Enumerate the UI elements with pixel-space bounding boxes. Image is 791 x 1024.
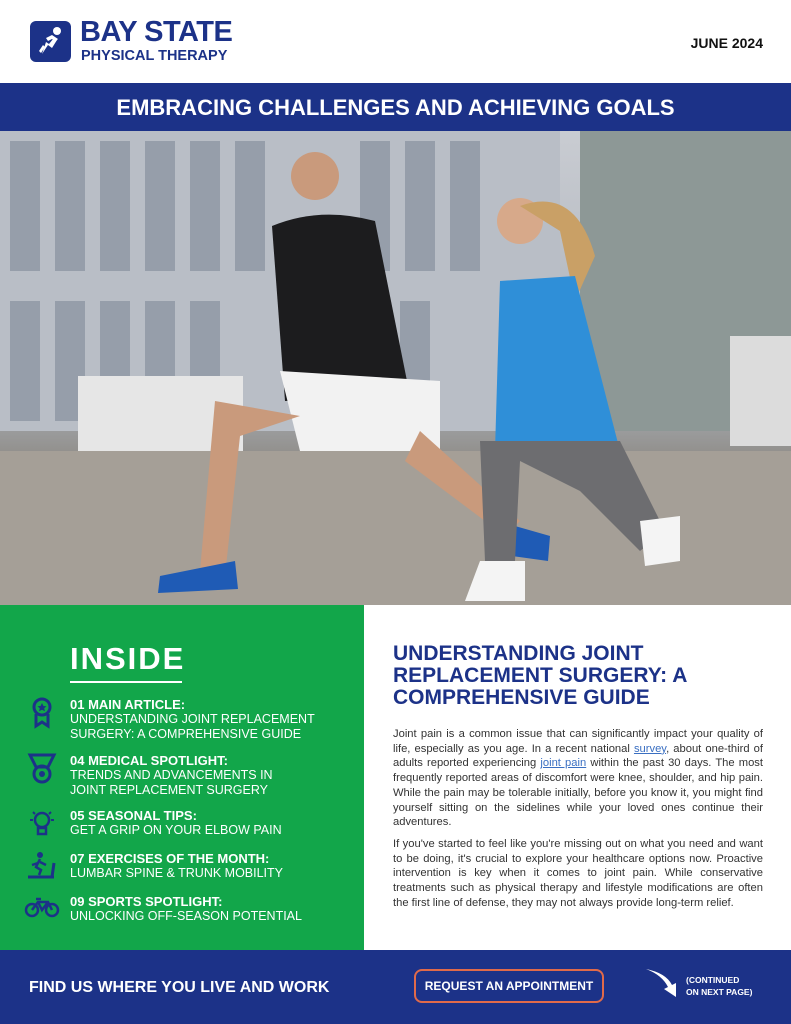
toc-subtitle: UNLOCKING OFF-SEASON POTENTIAL <box>70 909 302 923</box>
toc-title: 07 EXERCISES OF THE MONTH: <box>70 851 270 866</box>
survey-link[interactable]: survey <box>633 742 667 755</box>
continued-note: (CONTINUED ON NEXT PAGE) <box>686 975 753 997</box>
brand-subtitle: PHYSICAL THERAPY <box>81 48 228 64</box>
toc-title: 09 SPORTS SPOTLIGHT: <box>70 894 223 909</box>
issue-date: JUNE 2024 <box>690 35 763 51</box>
headline-banner: EMBRACING CHALLENGES AND ACHIEVING GOALS <box>0 83 791 131</box>
toc-title: 05 SEASONAL TIPS: <box>70 808 197 823</box>
toc-subtitle: LUMBAR SPINE & TRUNK MOBILITY <box>70 866 284 880</box>
joint-pain-link[interactable]: joint pain <box>540 757 587 770</box>
treadmill-icon <box>24 851 60 883</box>
lightbulb-icon <box>24 808 60 840</box>
footer <box>0 950 791 1024</box>
header <box>0 0 791 83</box>
find-us-link[interactable]: FIND US WHERE YOU LIVE AND WORK <box>29 979 330 996</box>
article-paragraph-2: If you've started to feel like you're missing out on what you need and want to be doing, it's crucial to explore your healthcare options now. Proactive intervention is key when it comes to joint pain. While conservative treatments such as physical therapy and lifestyle modifications are often the first line of defense, they may not always provide long-term relief. <box>393 838 763 909</box>
inside-panel <box>0 605 364 950</box>
article-paragraph-1: Joint pain is a common issue that can significantly impact your quality of life, especially as you age. In a recent national survey, about one-third of adults reported experiencing joint pain within the past 30 days. The most frequently reported areas of discomfort were knee, shoulder, and hip pain. While the pain may be tolerable initially, before you know it, you might find yourself sitting on the sidelines while your loved ones continue their adventures. <box>393 728 763 829</box>
toc-title: 01 MAIN ARTICLE: <box>70 697 186 712</box>
bicycle-icon <box>24 894 60 926</box>
main-article <box>364 605 791 950</box>
inside-heading: INSIDE <box>70 641 186 676</box>
medal-icon <box>24 753 60 785</box>
request-appointment-button[interactable]: REQUEST AN APPOINTMENT <box>414 969 604 1003</box>
award-ribbon-icon <box>24 697 60 729</box>
runner-logo-icon <box>30 21 71 62</box>
toc-subtitle: UNDERSTANDING JOINT REPLACEMENT SURGERY: A COMPREHENSIVE GUIDE <box>70 712 315 741</box>
inside-divider <box>70 681 182 683</box>
hero-photo <box>0 131 791 605</box>
toc-subtitle: TRENDS AND ADVANCEMENTS IN JOINT REPLACEMENT SURGERY <box>70 768 273 797</box>
curved-arrow-icon <box>644 967 680 1004</box>
toc-subtitle: GET A GRIP ON YOUR ELBOW PAIN <box>70 823 282 837</box>
toc-title: 04 MEDICAL SPOTLIGHT: <box>70 753 228 768</box>
article-title: UNDERSTANDING JOINT REPLACEMENT SURGERY: A COMPREHENSIVE GUIDE <box>393 642 687 709</box>
brand-name: BAY STATE <box>80 16 233 48</box>
